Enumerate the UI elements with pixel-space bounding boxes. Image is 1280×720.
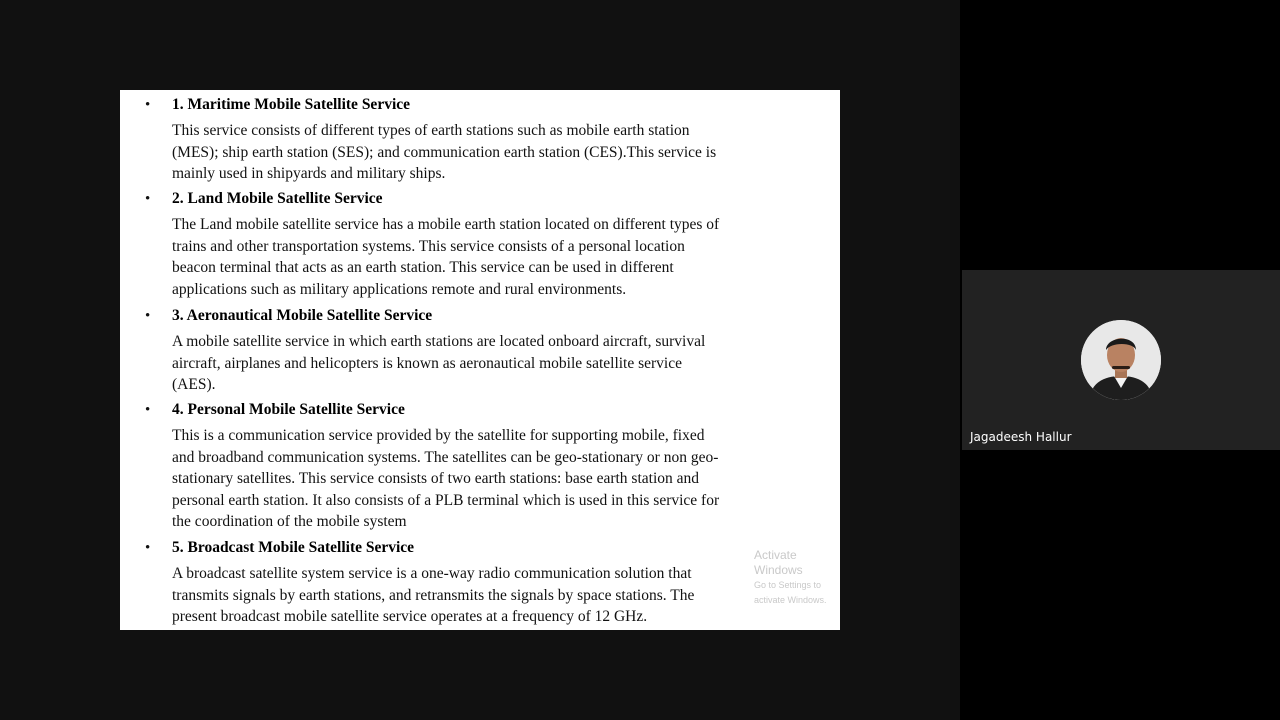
watermark-title: Activate Windows bbox=[754, 548, 803, 577]
bullet-icon: • bbox=[145, 402, 151, 418]
body-line: This service consists of different types of earth stations such as mobile earth station bbox=[172, 122, 690, 139]
body-line: beacon terminal that acts as an earth station. This service can be used in different bbox=[172, 259, 674, 277]
section-body bbox=[172, 331, 822, 396]
presentation-slide bbox=[120, 90, 840, 630]
body-line: present broadcast mobile satellite service operates at a frequency of 12 GHz. bbox=[172, 608, 648, 626]
body-line: (AES). bbox=[172, 376, 216, 394]
body-line: mainly used in shipyards and military ships. bbox=[172, 165, 446, 183]
watermark-subtitle: Go to Settings to activate Windows. bbox=[754, 580, 827, 605]
body-line: applications such as military applications remote and rural environments. bbox=[172, 280, 627, 298]
section-heading: 5. Broadcast Mobile Satellite Service bbox=[172, 539, 415, 556]
body-line: The Land mobile satellite service has a mobile earth station located on different types of bbox=[172, 216, 720, 233]
bullet-icon: • bbox=[145, 97, 151, 113]
participant-video-tile[interactable] bbox=[962, 270, 1280, 450]
section-body bbox=[172, 214, 822, 300]
section-heading: 3. Aeronautical Mobile Satellite Service bbox=[172, 307, 433, 324]
bullet-icon: • bbox=[145, 540, 151, 556]
person-icon bbox=[1081, 320, 1161, 400]
section-body bbox=[172, 563, 822, 628]
body-line: the coordination of the mobile system bbox=[172, 513, 407, 531]
body-line: and broadband communication systems. The satellites can be geo-stationary or non geo- bbox=[172, 448, 719, 466]
body-line: A mobile satellite service in which earth stations are located onboard aircraft, survival bbox=[172, 333, 706, 350]
participant-name: Jagadeesh Hallur bbox=[970, 430, 1072, 444]
participant-avatar bbox=[1081, 320, 1161, 400]
body-line: transmits signals by earth stations, and retransmits the signals by space stations. The bbox=[172, 586, 695, 604]
body-line: (MES); ship earth station (SES); and communication earth station (CES).This service is bbox=[172, 143, 717, 161]
body-line: aircraft, airplanes and helicopters is known as aeronautical mobile satellite service bbox=[172, 354, 683, 372]
bullet-icon: • bbox=[145, 191, 151, 207]
body-line: This is a communication service provided by the satellite for supporting mobile, fixed bbox=[172, 427, 705, 444]
activate-windows-watermark bbox=[754, 548, 840, 608]
body-line: trains and other transportation systems. This service consists of a personal location bbox=[172, 237, 685, 255]
bullet-icon: • bbox=[145, 308, 151, 324]
body-line: stationary satellites. This service consists of two earth stations: base earth station and bbox=[172, 470, 700, 488]
body-line: A broadcast satellite system service is a one-way radio communication solution that bbox=[172, 565, 692, 582]
section-heading: 2. Land Mobile Satellite Service bbox=[172, 190, 383, 207]
section-body bbox=[172, 120, 822, 185]
section-heading: 4. Personal Mobile Satellite Service bbox=[172, 401, 405, 418]
body-line: personal earth station. It also consists of a PLB terminal which is used in this service for bbox=[172, 491, 720, 509]
section-heading: 1. Maritime Mobile Satellite Service bbox=[172, 96, 411, 113]
section-body bbox=[172, 425, 822, 533]
